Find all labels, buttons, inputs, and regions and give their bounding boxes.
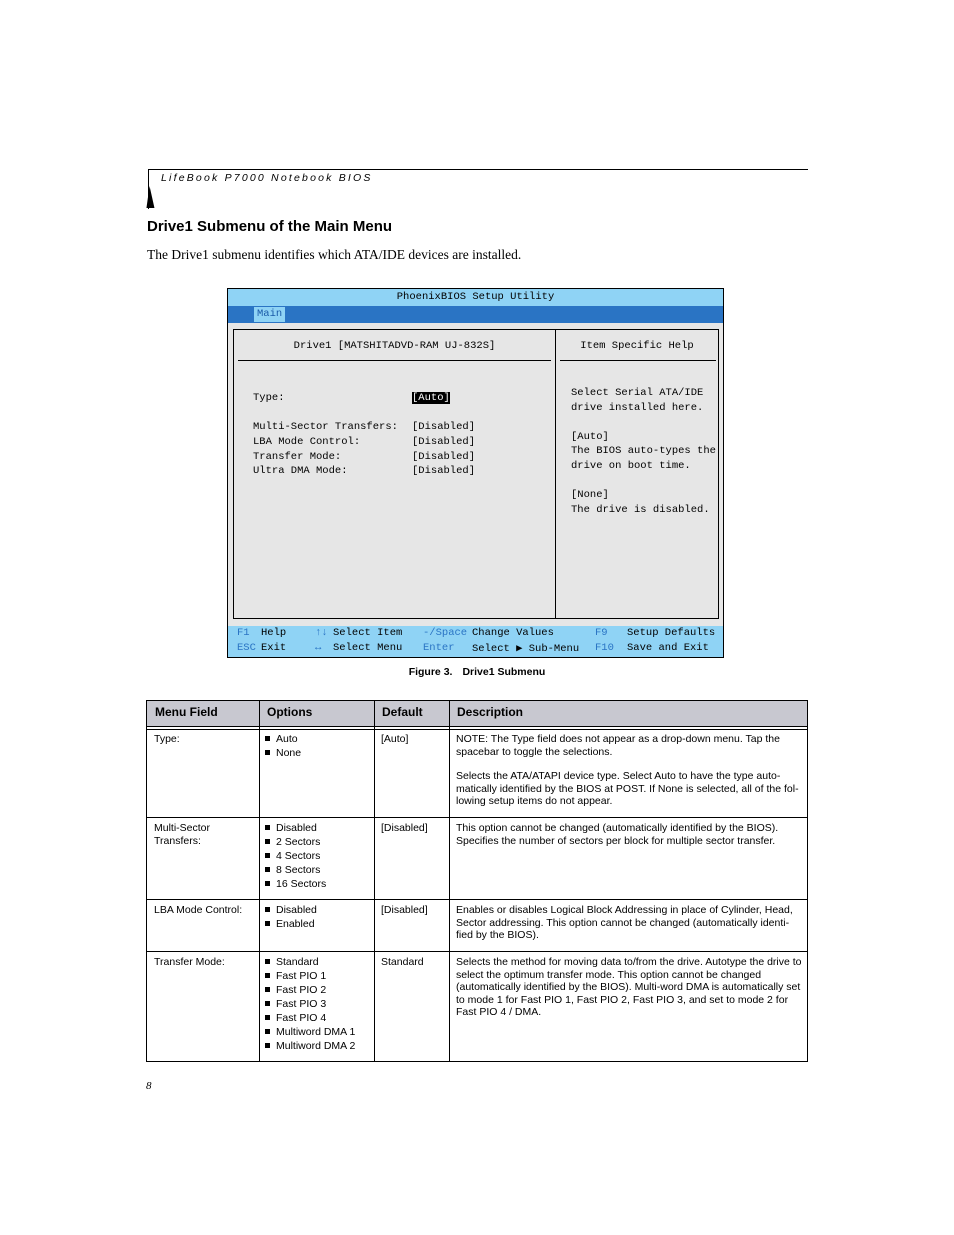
column-divider <box>259 701 260 1061</box>
field-transfer-label: Transfer Mode: <box>253 451 342 463</box>
field-udma-label: Ultra DMA Mode: <box>253 465 348 477</box>
figure-title: Drive1 Submenu <box>462 666 546 678</box>
field-type-label: Type: <box>253 392 285 404</box>
bios-title: PhoenixBIOS Setup Utility <box>228 289 723 306</box>
option-item: 16 Sectors <box>265 877 370 891</box>
field-transfer-value[interactable]: [Disabled] <box>412 451 476 463</box>
description-paragraph: NOTE: The Type field does not appear as a drop-down menu. Tap the spacebar to toggle the selections. <box>456 733 780 758</box>
figure-number: Figure 3. <box>408 666 453 678</box>
f1-key: F1 <box>237 627 250 639</box>
tab-main[interactable]: Main <box>254 307 285 322</box>
header-default: Default <box>382 705 423 719</box>
header-description: Description <box>457 705 524 719</box>
header-menu-field: Menu Field <box>155 705 218 719</box>
column-divider <box>449 701 450 1061</box>
bios-screen <box>227 288 724 658</box>
help-heading: Item Specific Help <box>580 340 694 352</box>
option-item: Disabled <box>265 821 370 835</box>
field-multisector-label: Multi-Sector Transfers: <box>253 421 398 433</box>
description-paragraph: This option cannot be changed (automatically identified by the BIOS). Specifies the number of sectors per block for multiple sector transfer. <box>456 822 779 847</box>
row-lba-field: LBA Mode Control: <box>154 904 243 916</box>
options-table <box>146 700 808 1062</box>
f10-key: F10 <box>595 642 614 654</box>
row-multisector-field: Multi-Sector Transfers: <box>154 822 211 847</box>
option-item: Fast PIO 3 <box>265 997 370 1011</box>
field-type-value-text: [Auto] <box>412 392 450 404</box>
option-item: Standard <box>265 955 370 969</box>
f9-key: F9 <box>595 627 608 639</box>
row-multisector-options <box>265 821 370 891</box>
description-paragraph: Selects the method for moving data to/from the drive. Autotype the drive to select the optimum transfer mode. This option cannot be changed (automatically identified by the BIOS). Multi-word DMA is automatically set to mode 1 for Fast PIO 1, Fast PIO 2, Fast PIO 3, and set to mode 2 for Fast PIO 4 / DMA. <box>456 956 802 1018</box>
row-multisector-description <box>456 822 802 859</box>
option-item: Enabled <box>265 917 370 931</box>
leftright-label: Select Menu <box>333 642 403 654</box>
running-header: LifeBook P7000 Notebook BIOS <box>161 172 373 184</box>
bios-menubar <box>228 306 723 323</box>
section-title: Drive1 Submenu of the Main Menu <box>147 218 393 235</box>
table-header-rule <box>147 726 807 730</box>
f9-label: Setup Defaults <box>627 627 716 639</box>
header-options: Options <box>267 705 313 719</box>
field-lba-value[interactable]: [Disabled] <box>412 436 476 448</box>
esc-key: ESC <box>237 642 256 654</box>
updown-arrow-icon: ↑↓ <box>315 627 328 639</box>
field-multisector-value[interactable]: [Disabled] <box>412 421 476 433</box>
option-item: None <box>265 746 370 760</box>
description-paragraph: Enables or disables Logical Block Addressing in place of Cylinder, Head, Sector addressing. This option cannot be changed (automatically identi-fied by the BIOS). <box>456 904 793 941</box>
page-number: 8 <box>146 1080 152 1092</box>
row-type-field: Type: <box>154 733 180 745</box>
enter-label: Select ▶ Sub-Menu <box>472 643 580 655</box>
help-heading-rule <box>560 360 716 361</box>
field-udma-value[interactable]: [Disabled] <box>412 465 476 477</box>
option-item: Fast PIO 2 <box>265 983 370 997</box>
option-item: Disabled <box>265 903 370 917</box>
option-item: Multiword DMA 2 <box>265 1039 370 1053</box>
header-rule <box>148 169 808 170</box>
field-type-value[interactable] <box>412 392 450 404</box>
option-item: 2 Sectors <box>265 835 370 849</box>
column-divider <box>374 701 375 1061</box>
f1-label: Help <box>261 627 287 639</box>
drive-heading-rule <box>238 360 551 361</box>
row-divider <box>147 899 807 900</box>
description-paragraph: Selects the ATA/ATAPI device type. Select Auto to have the type auto-matically identified by the BIOS at POST. If None is selected, all of the fol-lowing setup items do not appear. <box>456 770 799 807</box>
help-text: Select Serial ATA/IDE drive installed here. [Auto] The BIOS auto-types the drive on boot time. [None] The drive is disabled. <box>571 387 716 516</box>
option-item: Fast PIO 4 <box>265 1011 370 1025</box>
row-type-default: [Auto] <box>381 733 409 745</box>
row-transfer-description <box>456 956 802 1031</box>
row-type-description <box>456 733 802 820</box>
field-lba-label: LBA Mode Control: <box>253 436 361 448</box>
row-transfer-default: Standard <box>381 956 424 968</box>
row-multisector-default: [Disabled] <box>381 822 428 834</box>
enter-key: Enter <box>423 642 455 654</box>
figure-caption <box>0 666 954 678</box>
intro-paragraph: The Drive1 submenu identifies which ATA/IDE devices are installed. <box>147 247 522 262</box>
row-lba-description <box>456 904 802 954</box>
option-item: Multiword DMA 1 <box>265 1025 370 1039</box>
row-type-options <box>265 732 370 760</box>
option-item: 4 Sectors <box>265 849 370 863</box>
esc-label: Exit <box>261 642 287 654</box>
header-corner-mark <box>146 186 157 208</box>
option-item: Auto <box>265 732 370 746</box>
option-item: 8 Sectors <box>265 863 370 877</box>
bios-footer <box>228 626 723 657</box>
drive-heading: Drive1 [MATSHITADVD-RAM UJ-832S] <box>293 340 496 352</box>
panel-divider <box>555 330 556 618</box>
option-item: Fast PIO 1 <box>265 969 370 983</box>
leftright-arrow-icon: ↔ <box>315 642 322 654</box>
row-transfer-options <box>265 955 370 1053</box>
row-lba-default: [Disabled] <box>381 904 428 916</box>
updown-label: Select Item <box>333 627 403 639</box>
space-key: -/Space <box>423 627 468 639</box>
space-label: Change Values <box>472 627 554 639</box>
f10-label: Save and Exit <box>627 642 709 654</box>
row-lba-options <box>265 903 370 931</box>
bios-panel <box>233 329 719 619</box>
row-transfer-field: Transfer Mode: <box>154 956 225 968</box>
